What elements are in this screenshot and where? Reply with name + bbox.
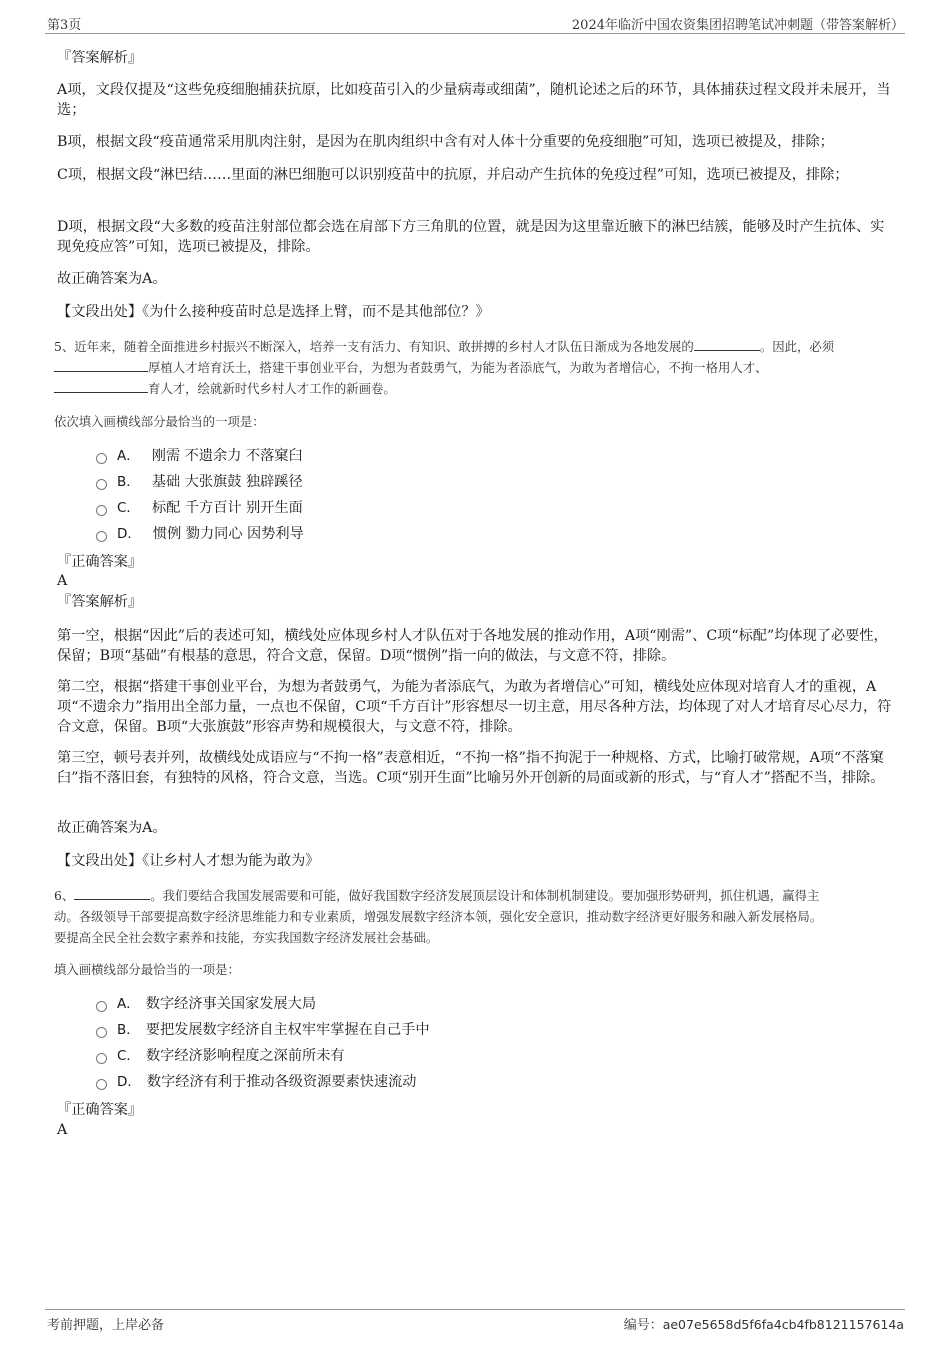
option-text: 刚需 不遗余力 不落窠臼: [151, 448, 303, 464]
q5-option-a[interactable]: [96, 446, 303, 466]
q5-analysis-label: 『答案解析』: [57, 594, 143, 610]
q6-stem-part: 。我们要结合我国发展需要和可能，做好我国数字经济发展顶层设计和体制机制建设。要加强形势研判，抓住机遇，赢得主: [150, 888, 820, 903]
q6-option-c[interactable]: [96, 1046, 345, 1066]
option-letter: D．: [117, 1074, 141, 1090]
q6-prompt: 填入画横线部分最恰当的一项是：: [54, 962, 240, 977]
radio-icon[interactable]: [96, 1079, 107, 1090]
option-letter: A．: [117, 448, 140, 464]
q4-source: 【文段出处】《为什么接种疫苗时总是选择上臂，而不是其他部位？》: [57, 304, 490, 320]
q5-source: 【文段出处】《让乡村人才想为能为敢为》: [57, 853, 320, 869]
option-text: 惯例 勠力同心 因势利导: [152, 526, 304, 542]
q5-stem-part: 。因此，必须: [759, 339, 835, 354]
radio-icon[interactable]: [96, 1053, 107, 1064]
fill-blank: [54, 380, 148, 393]
q5-stem-part: 5、近年来，随着全面推进乡村振兴不断深入，培养一支有活力、有知识、敢拼搏的乡村人才队伍日渐成为各地发展的: [54, 339, 694, 354]
option-letter: C．: [117, 1048, 140, 1064]
q4-analysis-a: A项，文段仅提及“这些免疫细胞捕获抗原，比如疫苗引入的少量病毒或细菌”，随机论述之后的环节，具体捕获过程文段并未展开，当选；: [57, 82, 891, 118]
q5-stem-part: 育人才，绘就新时代乡村人才工作的新画卷。: [148, 381, 396, 396]
fill-blank: [694, 338, 760, 351]
radio-icon[interactable]: [96, 1001, 107, 1012]
radio-icon[interactable]: [96, 1027, 107, 1038]
q5-option-b[interactable]: [96, 472, 303, 492]
q4-analysis-b: B项，根据文段“疫苗通常采用肌肉注射，是因为在肌肉组织中含有对人体十分重要的免疫细胞”可知，选项已被提及，排除；: [57, 134, 834, 150]
code-label: 编号：: [623, 1318, 663, 1333]
document-code: [624, 1314, 904, 1333]
q4-analysis-d: D项，根据文段“大多数的疫苗注射部位都会选在肩部下方三角肌的位置，就是因为这里靠近腋下的淋巴结簇，能够及时产生抗体、实现免疫应答”可知，选项已被提及，排除。: [57, 219, 885, 255]
q6-answer-label: 『正确答案』: [57, 1102, 143, 1118]
option-text: 标配 千方百计 别开生面: [151, 500, 303, 516]
header-divider: [45, 33, 905, 34]
q5-answer-label: 『正确答案』: [57, 554, 143, 570]
q6-stem-part: 动。各级领导干部要提高数字经济思维能力和专业素质，增强发展数字经济本领，强化安全意识，推动数字经济更好服务和融入新发展格局。: [54, 909, 823, 924]
fill-blank: [74, 887, 150, 900]
option-text: 数字经济有利于推动各级资源要素快速流动: [146, 1074, 417, 1090]
option-letter: A．: [117, 996, 140, 1012]
option-text: 数字经济事关国家发展大局: [145, 996, 317, 1012]
q6-option-a[interactable]: [96, 994, 316, 1014]
q4-conclusion: 故正确答案为A。: [57, 271, 167, 287]
q5-prompt: 依次填入画横线部分最恰当的一项是：: [54, 414, 265, 429]
q6-stem: [54, 885, 897, 948]
page-number: 第3页: [47, 18, 82, 33]
q6-answer: A: [57, 1122, 68, 1138]
q5-option-c[interactable]: [96, 498, 303, 518]
radio-icon[interactable]: [96, 505, 107, 516]
q6-option-d[interactable]: [96, 1072, 416, 1092]
radio-icon[interactable]: [96, 531, 107, 542]
q5-analysis-p1: 第一空，根据“因此”后的表述可知，横线处应体现乡村人才队伍对于各地发展的推动作用，A项“刚需”、C项“标配”均体现了必要性，保留；B项“基础”有根基的意思，符合文意，保留。D项“惯例”指一向的做法，与文意不符，排除。: [57, 628, 888, 664]
option-text: 要把发展数字经济自主权牢牢掌握在自己手中: [145, 1022, 430, 1038]
option-text: 数字经济影响程度之深前所未有: [145, 1048, 345, 1064]
q5-analysis-p3: 第三空，顿号表并列，故横线处成语应与“不拘一格”表意相近，“不拘一格”指不拘泥于一种规格、方式，比喻打破常规，A项“不落窠臼”指不落旧套，有独特的风格，符合文意，当选。C项“别开生面”比喻另外开创新的局面或新的形式，与“育人才”搭配不当，排除。: [57, 750, 885, 786]
footer-divider: [45, 1309, 905, 1310]
q4-analysis-c: C项，根据文段“淋巴结……里面的淋巴细胞可以识别疫苗中的抗原，并启动产生抗体的免疫过程”可知，选项已被提及，排除；: [57, 167, 849, 183]
q5-option-d[interactable]: [96, 524, 304, 544]
option-letter: B．: [117, 474, 140, 490]
footer-motto: 考前押题，上岸必备: [47, 1318, 165, 1333]
document-title: 2024年临沂中国农资集团招聘笔试冲刺题（带答案解析）: [571, 18, 904, 33]
option-letter: B．: [117, 1022, 140, 1038]
option-text: 基础 大张旗鼓 独辟蹊径: [151, 474, 303, 490]
option-letter: D．: [117, 526, 141, 542]
q5-stem: [54, 336, 897, 399]
q6-option-b[interactable]: [96, 1020, 430, 1040]
q6-stem-part: 要提高全民全社会数字素养和技能，夯实我国数字经济发展社会基础。: [54, 930, 439, 945]
radio-icon[interactable]: [96, 453, 107, 464]
q6-number: 6、: [54, 888, 75, 903]
q5-conclusion: 故正确答案为A。: [57, 820, 167, 836]
q5-answer: A: [57, 573, 68, 589]
radio-icon[interactable]: [96, 479, 107, 490]
q4-analysis-label: 『答案解析』: [57, 50, 143, 66]
code-value: ae07e5658d5f6fa4cb4fb8121157614a: [662, 1317, 904, 1332]
q5-stem-part: 厚植人才培育沃土，搭建干事创业平台，为想为者鼓勇气，为能为者添底气，为敢为者增信心，不拘一格用人才、: [148, 360, 768, 375]
fill-blank: [54, 359, 148, 372]
q5-analysis-p2: 第二空，根据“搭建干事创业平台，为想为者鼓勇气，为能为者添底气，为敢为者增信心”可知，横线处应体现对培育人才的重视，A项“不遗余力”指用出全部力量，一点也不保留，C项“千方百计”形容想尽一切主意，用尽各种方法，均体现了对人才培育尽心尽力，符合文意，保留。B项“大张旗鼓”形容声势和规模很大，与文意不符，排除。: [57, 679, 892, 735]
option-letter: C．: [117, 500, 140, 516]
